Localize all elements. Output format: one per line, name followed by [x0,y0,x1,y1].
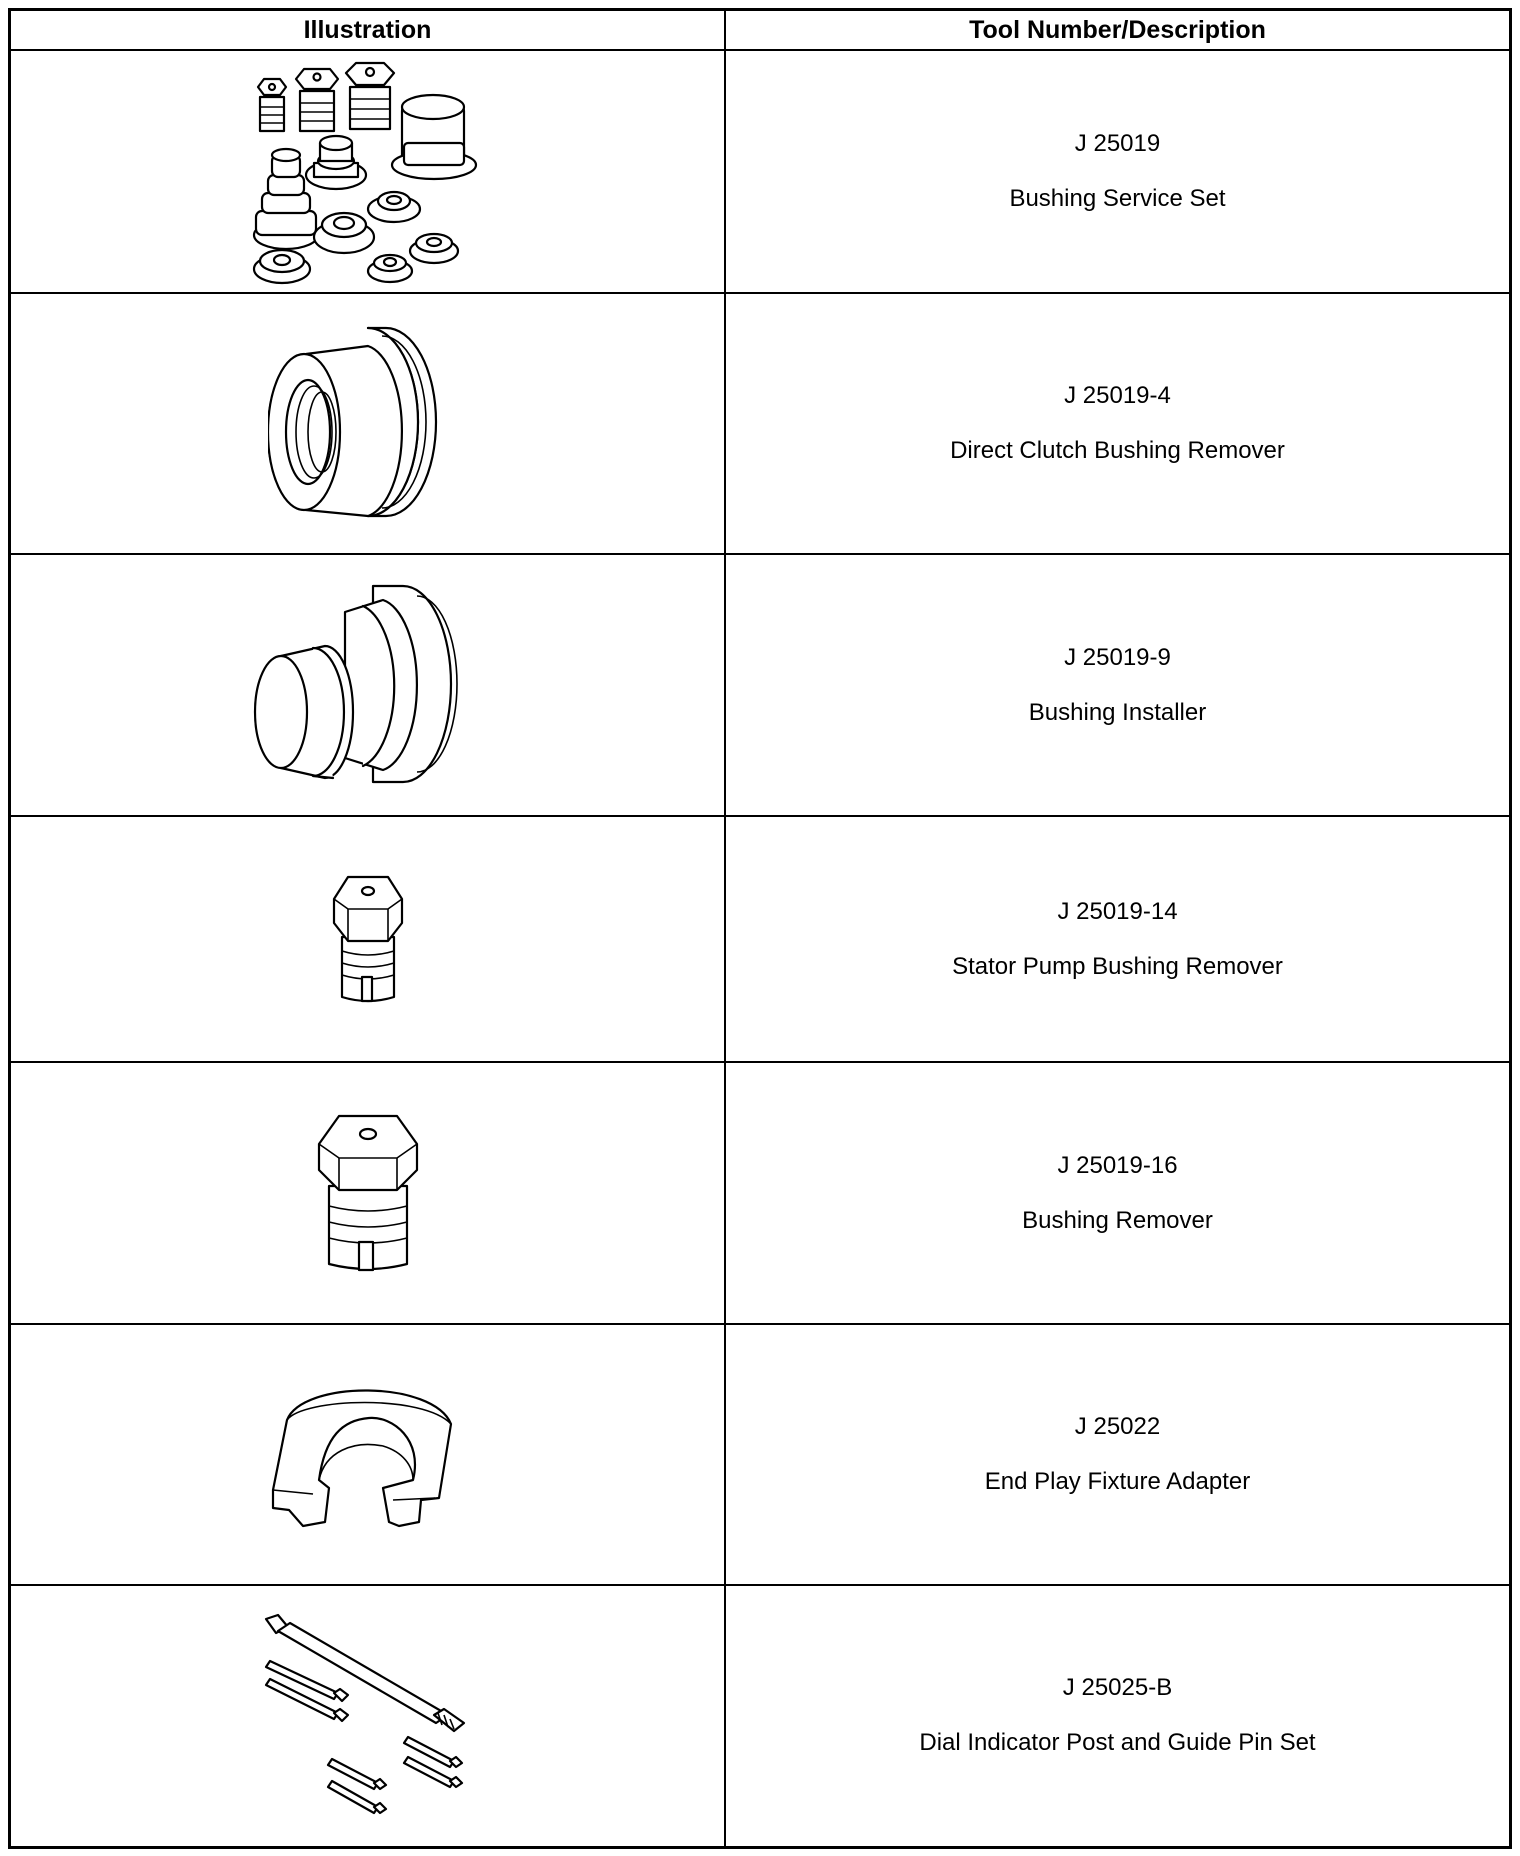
table-row [10,1585,1511,1847]
tool-description: End Play Fixture Adapter [984,1468,1251,1495]
illustration-header: Illustration [10,10,726,51]
bushing-remover-icon [313,1108,423,1278]
tool-number: J 25025-B [1062,1674,1173,1702]
end-play-fixture-adapter-icon [263,1380,473,1530]
tool-cell [725,1585,1511,1847]
illustration-cell [10,50,726,293]
illustration-cell [10,1062,726,1324]
dial-indicator-post-guide-pin-set-icon [258,1611,478,1821]
table-row [10,1062,1511,1324]
illustration-cell [10,293,726,554]
header-row [10,10,1511,51]
tool-description: Bushing Remover [1022,1206,1213,1234]
bushing-installer-icon [253,582,483,788]
table-row [10,1324,1511,1585]
tool-description: Dial Indicator Post and Guide Pin Set [919,1729,1316,1757]
tool-header: Tool Number/Description [725,10,1511,51]
tool-description: Direct Clutch Bushing Remover [950,437,1285,464]
direct-clutch-bushing-remover-icon [268,324,468,524]
tool-cell [725,1062,1511,1324]
tool-cell [725,293,1511,554]
tool-cell [725,554,1511,816]
illustration-cell [10,554,726,816]
illustration-cell [10,1585,726,1847]
tool-description: Bushing Installer [1028,698,1207,726]
table-row [10,50,1511,293]
tool-number: J 25019-14 [1057,897,1178,925]
tool-number: J 25019-16 [1057,1151,1178,1179]
tool-number: J 25019 [1074,130,1161,157]
table-row [10,816,1511,1062]
illustration-cell [10,1324,726,1585]
tool-cell [725,1324,1511,1585]
bushing-service-set-icon [248,57,488,287]
tool-number: J 25019-9 [1064,643,1171,671]
tool-description: Stator Pump Bushing Remover [952,952,1283,980]
stator-pump-bushing-remover-icon [328,869,408,1009]
tool-number: J 25019-4 [1064,382,1171,409]
illustration-cell [10,816,726,1062]
tool-number: J 25022 [1074,1413,1161,1440]
tool-cell [725,50,1511,293]
special-tools-table [8,8,1512,1849]
tool-description: Bushing Service Set [1009,185,1226,212]
tool-cell [725,816,1511,1062]
table-row [10,293,1511,554]
table-row [10,554,1511,816]
